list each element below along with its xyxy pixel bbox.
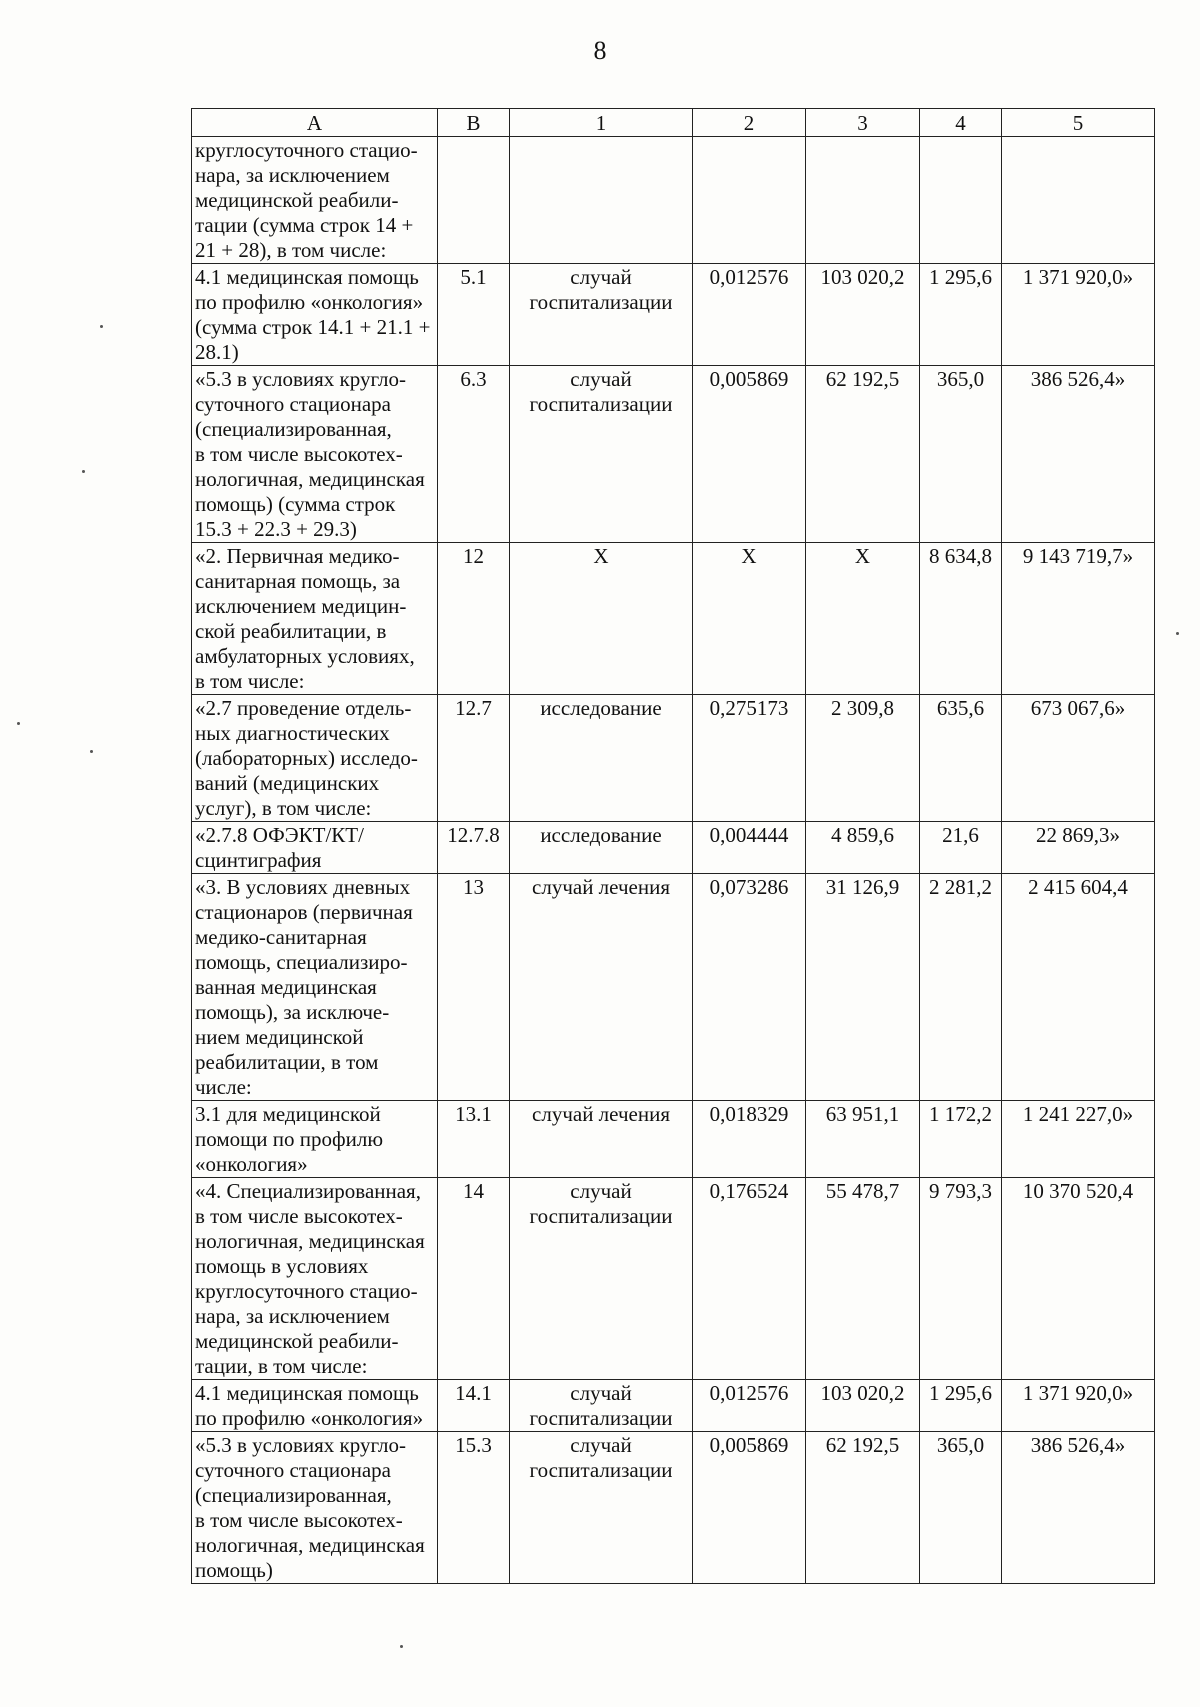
table-row xyxy=(192,264,1155,366)
cell-3-value: 2 309,8 xyxy=(806,695,920,822)
description-line: круглосуточного стацио- xyxy=(195,1279,418,1303)
cell-4-value: 635,6 xyxy=(920,695,1002,822)
description-line: в том числе: xyxy=(195,669,305,693)
cell-a-description xyxy=(192,137,438,264)
header-cell-3: 3 xyxy=(806,109,920,137)
description-line: 28.1) xyxy=(195,340,239,364)
description-line: помощь), за исключе- xyxy=(195,1000,390,1024)
description-line: тации, в том числе: xyxy=(195,1354,368,1378)
table-row xyxy=(192,543,1155,695)
description-line: нара, за исключением xyxy=(195,163,390,187)
data-table xyxy=(191,108,1155,1584)
description-line: «2. Первичная медико- xyxy=(195,544,400,568)
cell-b-row-number: 14.1 xyxy=(438,1380,510,1432)
description-line: помощи по профилю xyxy=(195,1127,384,1151)
table-row xyxy=(192,1178,1155,1380)
cell-2-value: 0,073286 xyxy=(693,874,806,1101)
unit-line: случай xyxy=(570,367,632,391)
scan-speck xyxy=(400,1645,403,1648)
description-line: 3.1 для медицинской xyxy=(195,1102,381,1126)
cell-b-row-number: 13.1 xyxy=(438,1101,510,1178)
cell-4-value: 1 172,2 xyxy=(920,1101,1002,1178)
description-line: «5.3 в условиях кругло- xyxy=(195,367,406,391)
cell-2-value xyxy=(693,137,806,264)
cell-1-unit xyxy=(510,264,693,366)
unit-line: госпитализации xyxy=(529,392,673,416)
description-line: 21 + 28), в том числе: xyxy=(195,238,387,262)
cell-1-unit xyxy=(510,1178,693,1380)
unit-line: X xyxy=(593,544,609,568)
unit-line: случай xyxy=(570,1179,632,1203)
scan-speck xyxy=(82,470,85,473)
description-line: исключением медицин- xyxy=(195,594,407,618)
cell-2-value: 0,275173 xyxy=(693,695,806,822)
header-cell-a: A xyxy=(192,109,438,137)
header-cell-1: 1 xyxy=(510,109,693,137)
description-line: медицинской реабили- xyxy=(195,188,399,212)
unit-line: случай лечения xyxy=(532,875,670,899)
description-line: медико-санитарная xyxy=(195,925,367,949)
table-row xyxy=(192,1432,1155,1584)
header-cell-2: 2 xyxy=(693,109,806,137)
description-line: ванная медицинская xyxy=(195,975,377,999)
cell-1-unit xyxy=(510,543,693,695)
description-line: по профилю «онкология» xyxy=(195,290,424,314)
description-line: «онкология» xyxy=(195,1152,308,1176)
header-row xyxy=(192,109,1155,137)
description-line: 4.1 медицинская помощь xyxy=(195,265,419,289)
cell-1-unit xyxy=(510,137,693,264)
description-line: (сумма строк 14.1 + 21.1 + xyxy=(195,315,431,339)
cell-a-description xyxy=(192,1178,438,1380)
cell-3-value: 55 478,7 xyxy=(806,1178,920,1380)
header-cell-b: B xyxy=(438,109,510,137)
unit-line: случай xyxy=(570,1433,632,1457)
cell-b-row-number: 12 xyxy=(438,543,510,695)
cell-2-value: 0,004444 xyxy=(693,822,806,874)
description-line: «4. Специализированная, xyxy=(195,1179,421,1203)
cell-a-description xyxy=(192,822,438,874)
table-row xyxy=(192,1101,1155,1178)
cell-5-value: 9 143 719,7» xyxy=(1002,543,1155,695)
description-line: суточного стационара xyxy=(195,1458,391,1482)
cell-5-value: 1 371 920,0» xyxy=(1002,1380,1155,1432)
cell-3-value xyxy=(806,137,920,264)
description-line: в том числе высокотех- xyxy=(195,1508,403,1532)
cell-a-description xyxy=(192,264,438,366)
table-row xyxy=(192,822,1155,874)
table-row xyxy=(192,137,1155,264)
description-line: «5.3 в условиях кругло- xyxy=(195,1433,406,1457)
header-cell-5: 5 xyxy=(1002,109,1155,137)
description-line: (специализированная, xyxy=(195,1483,392,1507)
description-line: стационаров (первичная xyxy=(195,900,413,924)
cell-b-row-number: 5.1 xyxy=(438,264,510,366)
description-line: нологичная, медицинская xyxy=(195,1533,425,1557)
cell-2-value: 0,012576 xyxy=(693,264,806,366)
description-line: нологичная, медицинская xyxy=(195,467,425,491)
cell-3-value: 31 126,9 xyxy=(806,874,920,1101)
table-row xyxy=(192,874,1155,1101)
cell-a-description xyxy=(192,366,438,543)
cell-3-value: 62 192,5 xyxy=(806,1432,920,1584)
cell-2-value: 0,005869 xyxy=(693,1432,806,1584)
unit-line: случай лечения xyxy=(532,1102,670,1126)
cell-4-value: 8 634,8 xyxy=(920,543,1002,695)
description-line: «2.7 проведение отдель- xyxy=(195,696,412,720)
description-line: (специализированная, xyxy=(195,417,392,441)
cell-4-value: 2 281,2 xyxy=(920,874,1002,1101)
description-line: по профилю «онкология» xyxy=(195,1406,424,1430)
unit-line: случай xyxy=(570,265,632,289)
cell-3-value: X xyxy=(806,543,920,695)
cell-5-value: 673 067,6» xyxy=(1002,695,1155,822)
cell-1-unit xyxy=(510,874,693,1101)
cell-b-row-number: 12.7.8 xyxy=(438,822,510,874)
description-line: ваний (медицинских xyxy=(195,771,380,795)
unit-line: госпитализации xyxy=(529,1458,673,1482)
description-line: услуг), в том числе: xyxy=(195,796,372,820)
cell-2-value: 0,005869 xyxy=(693,366,806,543)
scan-speck xyxy=(100,325,103,328)
unit-line: госпитализации xyxy=(529,290,673,314)
cell-5-value: 1 371 920,0» xyxy=(1002,264,1155,366)
table-row xyxy=(192,1380,1155,1432)
cell-2-value: 0,176524 xyxy=(693,1178,806,1380)
description-line: помощь, специализиро- xyxy=(195,950,408,974)
description-line: в том числе высокотех- xyxy=(195,1204,403,1228)
cell-1-unit xyxy=(510,1432,693,1584)
description-line: числе: xyxy=(195,1075,252,1099)
cell-2-value: 0,012576 xyxy=(693,1380,806,1432)
cell-3-value: 62 192,5 xyxy=(806,366,920,543)
description-line: «3. В условиях дневных xyxy=(195,875,411,899)
cell-1-unit xyxy=(510,1101,693,1178)
cell-a-description xyxy=(192,695,438,822)
cell-5-value: 2 415 604,4 xyxy=(1002,874,1155,1101)
cell-5-value: 386 526,4» xyxy=(1002,366,1155,543)
cell-4-value: 1 295,6 xyxy=(920,264,1002,366)
cell-b-row-number: 13 xyxy=(438,874,510,1101)
cell-1-unit xyxy=(510,366,693,543)
cell-a-description xyxy=(192,1380,438,1432)
cell-b-row-number xyxy=(438,137,510,264)
unit-line: случай xyxy=(570,1381,632,1405)
table-row xyxy=(192,366,1155,543)
cell-a-description xyxy=(192,1432,438,1584)
description-line: «2.7.8 ОФЭКТ/КТ/ xyxy=(195,823,364,847)
cell-4-value: 1 295,6 xyxy=(920,1380,1002,1432)
description-line: помощь в условиях xyxy=(195,1254,369,1278)
description-line: санитарная помощь, за xyxy=(195,569,401,593)
description-line: амбулаторных условиях, xyxy=(195,644,415,668)
cell-4-value xyxy=(920,137,1002,264)
cell-3-value: 4 859,6 xyxy=(806,822,920,874)
scan-speck xyxy=(90,750,93,753)
unit-line: исследование xyxy=(540,823,662,847)
description-line: помощь) xyxy=(195,1558,273,1582)
description-line: суточного стационара xyxy=(195,392,391,416)
unit-line: исследование xyxy=(540,696,662,720)
cell-2-value: 0,018329 xyxy=(693,1101,806,1178)
description-line: (лабораторных) исследо- xyxy=(195,746,418,770)
header-cell-4: 4 xyxy=(920,109,1002,137)
description-line: реабилитации, в том xyxy=(195,1050,379,1074)
cell-3-value: 103 020,2 xyxy=(806,1380,920,1432)
cell-1-unit xyxy=(510,695,693,822)
cell-a-description xyxy=(192,874,438,1101)
cell-b-row-number: 6.3 xyxy=(438,366,510,543)
unit-line: госпитализации xyxy=(529,1406,673,1430)
description-line: ской реабилитации, в xyxy=(195,619,387,643)
cell-1-unit xyxy=(510,1380,693,1432)
description-line: ных диагностических xyxy=(195,721,390,745)
cell-5-value: 386 526,4» xyxy=(1002,1432,1155,1584)
cell-4-value: 21,6 xyxy=(920,822,1002,874)
description-line: круглосуточного стацио- xyxy=(195,138,418,162)
description-line: нара, за исключением xyxy=(195,1304,390,1328)
cell-5-value xyxy=(1002,137,1155,264)
description-line: нием медицинской xyxy=(195,1025,364,1049)
cell-3-value: 63 951,1 xyxy=(806,1101,920,1178)
cell-3-value: 103 020,2 xyxy=(806,264,920,366)
cell-4-value: 365,0 xyxy=(920,366,1002,543)
cell-4-value: 365,0 xyxy=(920,1432,1002,1584)
page-number: 8 xyxy=(593,36,607,65)
cell-b-row-number: 12.7 xyxy=(438,695,510,822)
description-line: 15.3 + 22.3 + 29.3) xyxy=(195,517,357,541)
cell-5-value: 22 869,3» xyxy=(1002,822,1155,874)
unit-line: госпитализации xyxy=(529,1204,673,1228)
cell-5-value: 1 241 227,0» xyxy=(1002,1101,1155,1178)
description-line: 4.1 медицинская помощь xyxy=(195,1381,419,1405)
cell-b-row-number: 14 xyxy=(438,1178,510,1380)
cell-5-value: 10 370 520,4 xyxy=(1002,1178,1155,1380)
table-row xyxy=(192,695,1155,822)
cell-a-description xyxy=(192,543,438,695)
description-line: в том числе высокотех- xyxy=(195,442,403,466)
description-line: нологичная, медицинская xyxy=(195,1229,425,1253)
cell-1-unit xyxy=(510,822,693,874)
cell-4-value: 9 793,3 xyxy=(920,1178,1002,1380)
table-body xyxy=(192,137,1155,1584)
cell-a-description xyxy=(192,1101,438,1178)
cell-b-row-number: 15.3 xyxy=(438,1432,510,1584)
description-line: помощь) (сумма строк xyxy=(195,492,396,516)
description-line: тации (сумма строк 14 + xyxy=(195,213,414,237)
description-line: сцинтиграфия xyxy=(195,848,322,872)
cell-2-value: X xyxy=(693,543,806,695)
description-line: медицинской реабили- xyxy=(195,1329,399,1353)
scan-speck xyxy=(1176,632,1179,635)
scan-speck xyxy=(17,722,20,725)
